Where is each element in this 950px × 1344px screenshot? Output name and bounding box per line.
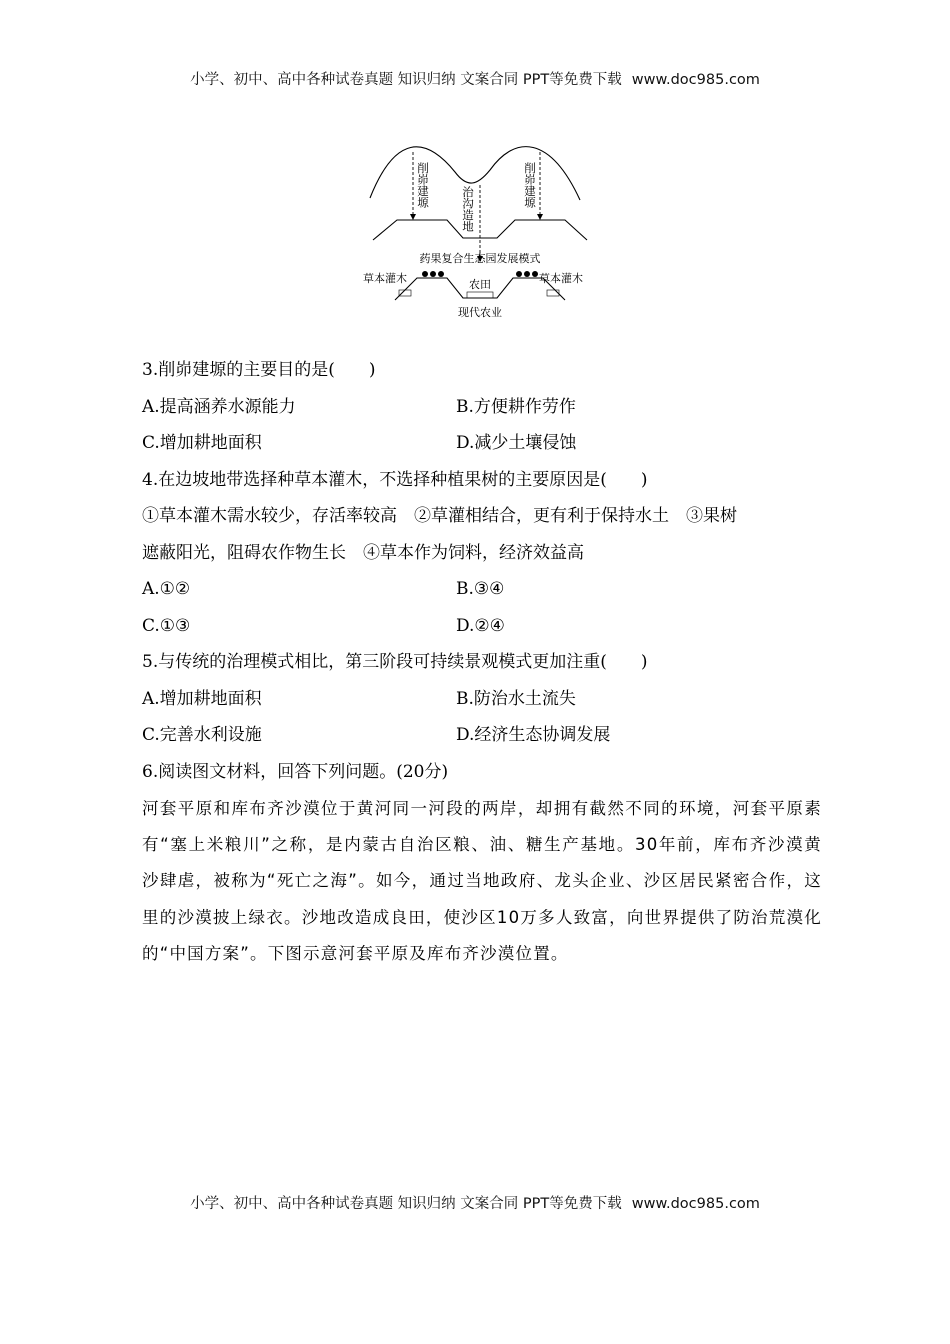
tree-icon bbox=[438, 271, 444, 277]
landform-diagram bbox=[355, 140, 605, 325]
question-5-options-row-1 bbox=[142, 681, 822, 718]
question-3-options-row-2 bbox=[142, 425, 822, 462]
center-bottom-label: 农田 bbox=[469, 278, 491, 291]
question-6-stem: 6.阅读图文材料，回答下列问题。(20分) bbox=[142, 761, 449, 782]
question-3-options-row-1 bbox=[142, 389, 822, 426]
question-content bbox=[142, 352, 822, 972]
original-terrain-curve bbox=[370, 147, 580, 200]
middle-label: 治沟造地 bbox=[461, 186, 475, 232]
q5-option-c[interactable]: C.完善水利设施 bbox=[142, 725, 262, 745]
left-bottom-label: 草本灌木 bbox=[363, 272, 407, 285]
q4-option-b[interactable]: B.③④ bbox=[456, 579, 505, 599]
question-4-statements-line-1: ①草本灌木需水较少，存活率较高 ②草灌相结合，更有利于保持水土 ③果树 bbox=[142, 506, 737, 526]
q5-option-d[interactable]: D.经济生态协调发展 bbox=[456, 725, 611, 745]
mode-label: 药果复合生态园发展模式 bbox=[419, 252, 541, 265]
tree-icon bbox=[430, 271, 436, 277]
question-3-stem: 3.削峁建塬的主要目的是( ) bbox=[142, 360, 376, 380]
question-4-stem: 4.在边坡地带选择种草本灌木，不选择种植果树的主要原因是( ) bbox=[142, 469, 648, 490]
field-hatch bbox=[467, 292, 493, 298]
tree-icon bbox=[422, 271, 428, 277]
footer-text: 小学、初中、高中各种试卷真题 知识归纳 文案合同 PPT等免费下载 bbox=[190, 1196, 622, 1212]
right-arrow-head bbox=[537, 214, 543, 220]
q5-option-b[interactable]: B.防治水土流失 bbox=[456, 688, 576, 709]
question-4-options-row-2 bbox=[142, 608, 822, 645]
bottom-caption: 现代农业 bbox=[458, 306, 502, 319]
footer-site: www.doc985.com bbox=[631, 1196, 760, 1212]
question-6-passage: 河套平原和库布齐沙漠位于黄河同一河段的两岸，却拥有截然不同的环境，河套平原素有“塞上米粮川”之称，是内蒙古自治区粮、油、糖生产基地。30年前，库布齐沙漠黄沙肆虐，被称为“死亡之海”。如今，通过当地政府、龙头企业、沙区居民紧密合作，这里的沙漠披上绿衣。沙地改造成良田，使沙区10万多人致富，向世界提供了防治荒漠化的“中国方案”。下图示意河套平原及库布齐沙漠位置。 bbox=[142, 799, 822, 963]
question-5-options-row-2 bbox=[142, 717, 822, 754]
question-4-options-row-1 bbox=[142, 571, 822, 608]
q5-option-a[interactable]: A.增加耕地面积 bbox=[142, 688, 262, 709]
tree-icon bbox=[532, 271, 538, 277]
right-shrub-hatch bbox=[547, 290, 559, 296]
tree-icon bbox=[516, 271, 522, 277]
right-top-label: 削峁建塬 bbox=[523, 162, 537, 208]
q3-option-c[interactable]: C.增加耕地面积 bbox=[142, 433, 262, 453]
q4-option-a[interactable]: A.①② bbox=[142, 579, 191, 599]
q3-option-a[interactable]: A.提高涵养水源能力 bbox=[142, 396, 296, 417]
page-header bbox=[0, 68, 950, 89]
landform-diagram-svg bbox=[355, 140, 605, 325]
q4-option-c[interactable]: C.①③ bbox=[142, 615, 191, 636]
left-shrub-hatch bbox=[399, 290, 411, 296]
left-top-label: 削峁建塬 bbox=[416, 162, 430, 208]
q4-option-d[interactable]: D.②④ bbox=[456, 615, 505, 636]
header-site: www.doc985.com bbox=[631, 72, 760, 88]
right-bottom-label: 草本灌木 bbox=[539, 272, 583, 285]
q3-option-d[interactable]: D.减少土壤侵蚀 bbox=[456, 433, 577, 453]
tree-icon bbox=[524, 271, 530, 277]
left-arrow-head bbox=[410, 214, 416, 220]
question-4-statements-line-2: 遮蔽阳光，阻碍农作物生长 ④草本作为饲料，经济效益高 bbox=[142, 542, 584, 563]
page-footer bbox=[0, 1192, 950, 1213]
header-text: 小学、初中、高中各种试卷真题 知识归纳 文案合同 PPT等免费下载 bbox=[190, 72, 622, 88]
question-5-stem: 5.与传统的治理模式相比，第三阶段可持续景观模式更加注重( ) bbox=[142, 652, 648, 672]
q3-option-b[interactable]: B.方便耕作劳作 bbox=[456, 396, 576, 417]
